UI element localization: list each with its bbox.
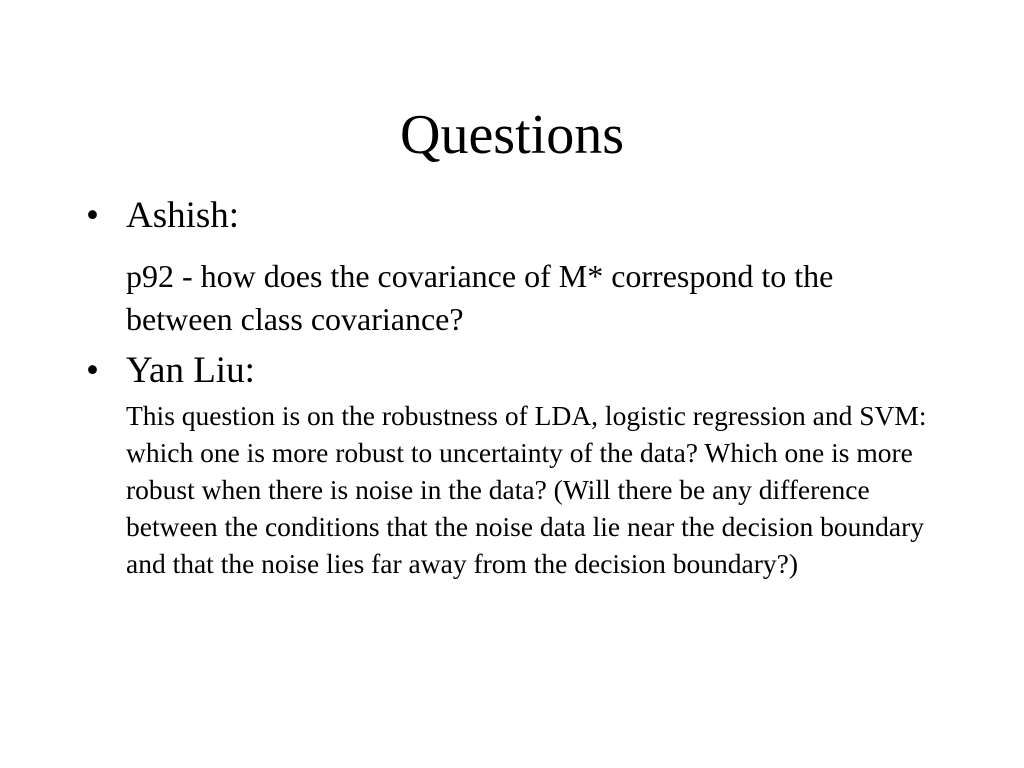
question-text-ashish: p92 - how does the covariance of M* correspond to the between class covariance? bbox=[126, 258, 834, 337]
bullet-name: Ashish: bbox=[126, 195, 240, 236]
bullet-icon: • bbox=[86, 195, 99, 236]
bullet-item-yan-liu bbox=[86, 349, 255, 393]
bullet-item-ashish bbox=[86, 194, 239, 238]
bullet-name: Yan Liu: bbox=[126, 350, 255, 391]
slide-title: Questions bbox=[400, 104, 624, 166]
bullet-icon: • bbox=[86, 350, 99, 391]
question-text-yan-liu: This question is on the robustness of LDA, logistic regression and SVM: which one is more robust to uncertainty of the data? Which one is more robust when there is noise in the data? (Will there be any difference between the conditions that the noise data lie near the decision boundary and that the noise lies far away from the decision boundary?) bbox=[126, 400, 927, 579]
